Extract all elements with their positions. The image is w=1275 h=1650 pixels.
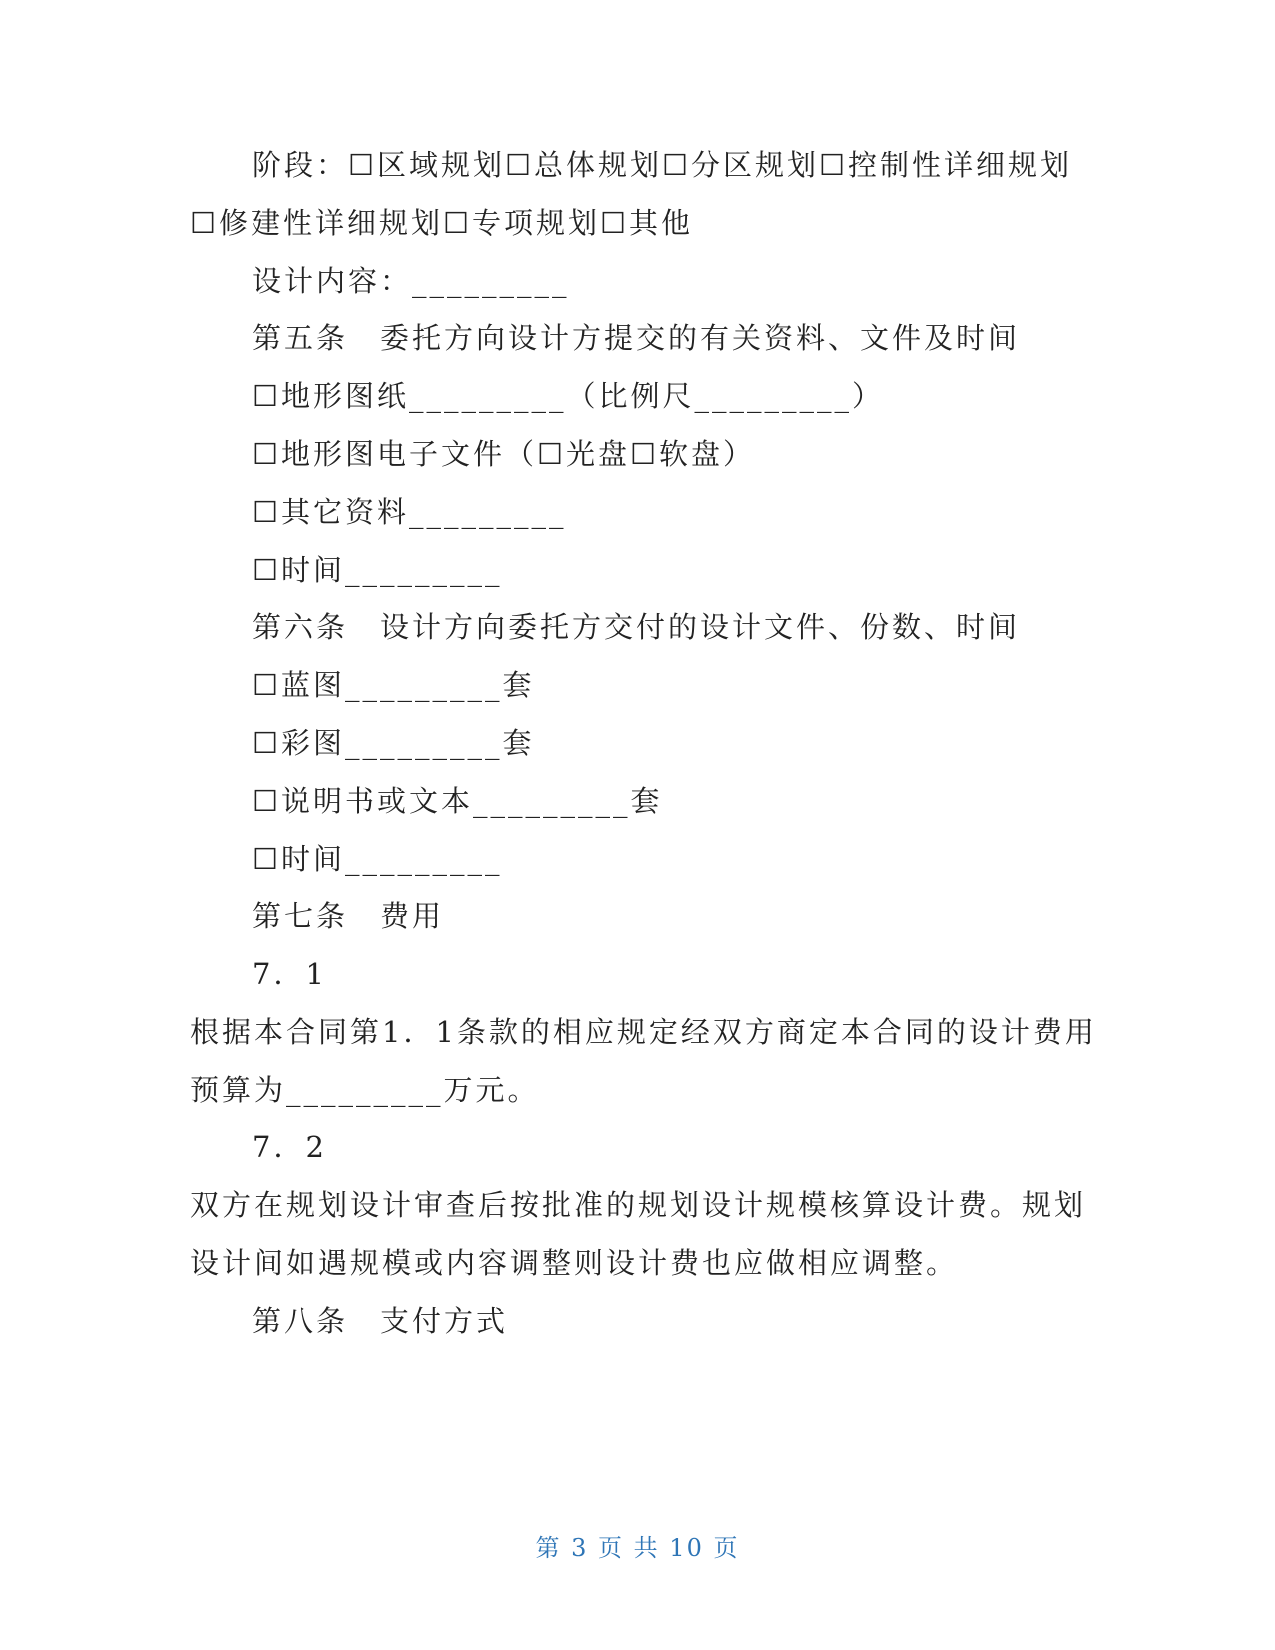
stage-options-line: 阶段：☐区域规划☐总体规划☐分区规划☐控制性详细规划 [252,148,1072,182]
other-materials-item: ☐其它资料_________ [252,495,567,529]
page-number-footer: 第 3 页 共 10 页 [535,1534,740,1562]
submission-time-item: ☐时间_________ [252,553,503,587]
color-drawing-item: ☐彩图_________套 [252,726,535,760]
clause-7-1-text: 根据本合同第1．1条款的相应规定经双方商定本合同的设计费用 [190,1015,1097,1049]
manual-or-text-item: ☐说明书或文本_________套 [252,784,663,818]
clause-7-2-number: 7．2 [252,1130,327,1164]
article-8-heading: 第八条 支付方式 [252,1304,509,1338]
clause-7-2-text: 双方在规划设计审查后按批准的规划设计规模核算设计费。规划 [190,1188,1087,1222]
clause-7-1-text-continued: 预算为_________万元。 [190,1073,540,1107]
blueprint-item: ☐蓝图_________套 [252,668,535,702]
article-5-heading: 第五条 委托方向设计方提交的有关资料、文件及时间 [252,321,1021,355]
clause-7-1-number: 7．1 [252,957,327,991]
stage-options-line-continued: ☐修建性详细规划☐专项规划☐其他 [190,206,693,240]
delivery-time-item: ☐时间_________ [252,842,503,876]
design-content-line: 设计内容：_________ [252,264,570,298]
clause-7-2-text-continued: 设计间如遇规模或内容调整则设计费也应做相应调整。 [190,1246,959,1280]
article-6-heading: 第六条 设计方向委托方交付的设计文件、份数、时间 [252,610,1021,644]
topographic-drawings-item: ☐地形图纸_________（比例尺_________） [252,379,884,413]
topographic-electronic-file-item: ☐地形图电子文件（☐光盘☐软盘） [252,437,755,471]
article-7-heading: 第七条 费用 [252,899,445,933]
